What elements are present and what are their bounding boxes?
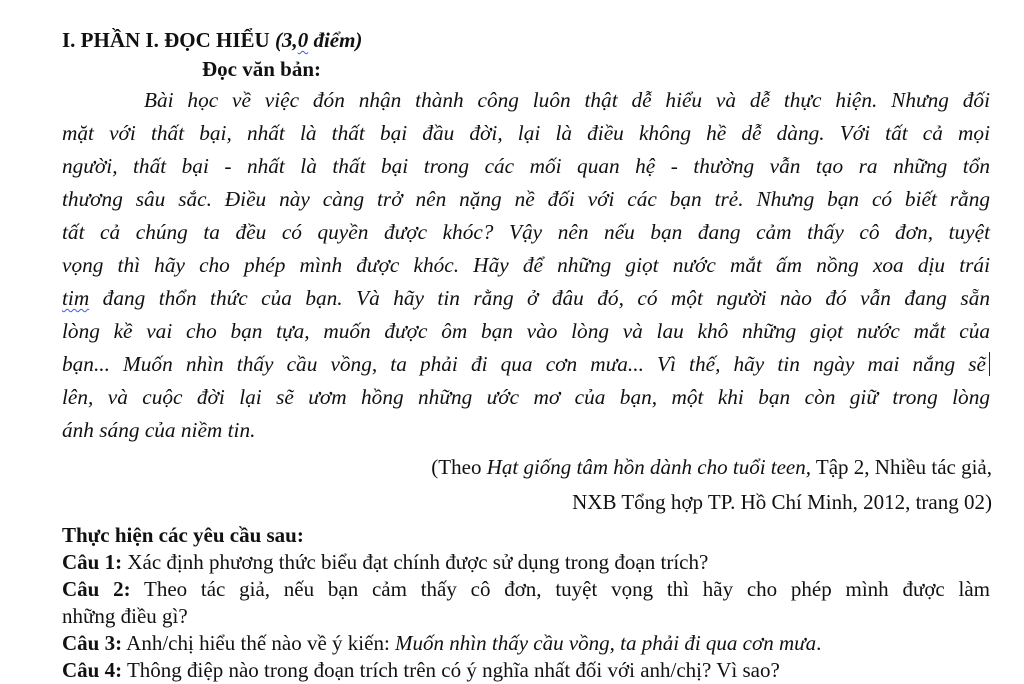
text-cursor <box>989 352 990 376</box>
reading-passage <box>62 84 990 447</box>
question-text: những điều gì? <box>62 604 188 628</box>
passage-line: bạn... Muốn nhìn thấy cầu vồng, ta phải đi qua cơn mưa... Vì thế, hãy tin ngày mai nắng sẽ <box>62 348 990 381</box>
passage-line: ánh sáng của niềm tin. <box>62 418 256 442</box>
tasks-heading: Thực hiện các yêu cầu sau: <box>62 523 304 547</box>
question-3: Câu 3: Anh/chị hiểu thế nào về ý kiến: Muốn nhìn thấy cầu vồng, ta phải đi qua cơn mưa. <box>62 631 822 655</box>
spellcheck-mark: tim <box>62 286 90 310</box>
question-quote: Muốn nhìn thấy cầu vồng, ta phải đi qua cơn mưa <box>395 631 817 655</box>
question-label: Câu 3: <box>62 631 123 655</box>
question-label: Câu 4: <box>62 658 123 682</box>
question-label: Câu 2: <box>62 577 131 601</box>
source-citation <box>62 450 992 520</box>
read-text-label: Đọc văn bản: <box>202 57 322 81</box>
passage-line: Bài học về việc đón nhận thành công luôn thật dễ hiểu và dễ thực hiện. Nhưng đối <box>144 88 990 112</box>
passage-line: lòng kề vai cho bạn tựa, muốn được ôm bạn vào lòng và lau khô những giọt nước mắt của <box>62 319 990 343</box>
question-text: Thông điệp nào trong đoạn trích trên có ý nghĩa nhất đối với anh/chị? Vì sao? <box>122 658 780 682</box>
passage-line: mặt với thất bại, nhất là thất bại đầu đời, lại là điều không hề dễ dàng. Với tất cả mọi <box>62 121 990 145</box>
spellcheck-mark: 0 <box>297 28 309 52</box>
section-heading <box>62 24 990 56</box>
question-1 <box>62 549 990 576</box>
citation-line: (Theo Hạt giống tâm hồn dành cho tuổi teen, Tập 2, Nhiều tác giả, <box>431 455 992 479</box>
passage-line: người, thất bại - nhất là thất bại trong các mối quan hệ - thường vẫn tạo ra những tổn <box>62 154 990 178</box>
passage-line: tất cả chúng ta đều có quyền được khóc? Vậy nên nếu bạn đang cảm thấy cô đơn, tuyệt <box>62 220 990 244</box>
question-4 <box>62 657 990 684</box>
passage-line: vọng thì hãy cho phép mình được khóc. Hãy để những giọt nước mắt ấm nồng xoa dịu trái <box>62 253 990 277</box>
section-points: (3,0 điểm) <box>274 28 363 52</box>
question-text: Theo tác giả, nếu bạn cảm thấy cô đơn, tuyệt vọng thì hãy cho phép mình được làm <box>130 577 991 601</box>
question-text: Anh/chị hiểu thế nào về ý kiến: <box>122 631 396 655</box>
question-2 <box>62 576 990 630</box>
passage-line: tim đang thổn thức của bạn. Và hãy tin rằng ở đâu đó, có một người nào đó vẫn đang sẵn <box>62 286 990 310</box>
book-title: Hạt giống tâm hồn dành cho tuổi teen, <box>486 455 812 479</box>
citation-line: NXB Tổng hợp TP. Hồ Chí Minh, 2012, trang 02) <box>572 490 992 514</box>
question-label: Câu 1: <box>62 550 123 574</box>
section-title: I. PHẦN I. ĐỌC HIỂU <box>62 28 270 52</box>
question-text: Xác định phương thức biểu đạt chính được sử dụng trong đoạn trích? <box>122 550 709 574</box>
passage-line: thương sâu sắc. Điều này càng trở nên nặng nề đối với các bạn trẻ. Nhưng bạn có biết rằng <box>62 187 990 211</box>
passage-line: lên, và cuộc đời lại sẽ ươm hồng những ước mơ của bạn, một khi bạn còn giữ trong lòng <box>62 385 990 409</box>
document-page <box>62 24 990 684</box>
